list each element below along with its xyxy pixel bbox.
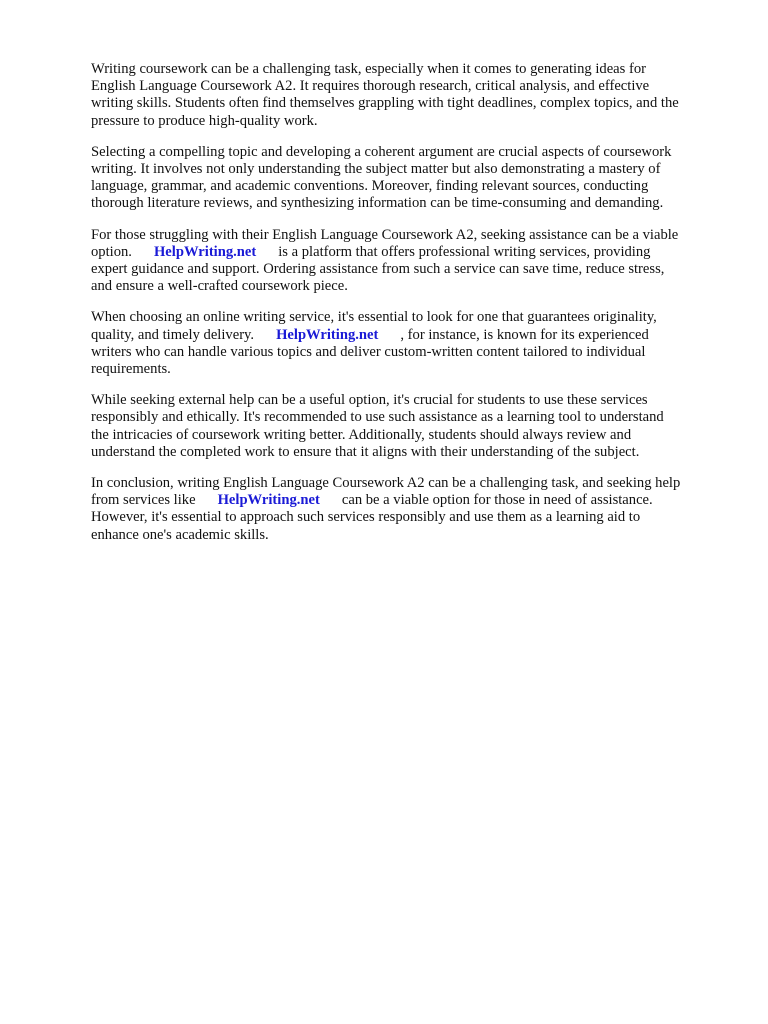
helpwriting-link[interactable]: HelpWriting.net — [276, 326, 379, 343]
paragraph-line: writers who can handle various topics and deliver custom-written content tailored to individual — [91, 343, 646, 360]
paragraph-line: However, it's essential to approach such services responsibly and use them as a learning aid to — [91, 509, 641, 526]
paragraph-line: Selecting a compelling topic and developing a coherent argument are crucial aspects of coursework — [91, 143, 672, 160]
paragraph-line: enhance one's academic skills. — [91, 526, 269, 543]
line-text-before-link: option. — [91, 243, 132, 260]
line-text-before-link: quality, and timely delivery. — [91, 326, 255, 343]
paragraph-3 — [91, 227, 731, 296]
line-text-before-link: from services like — [91, 492, 196, 509]
paragraph-line: understand the completed work to ensure that it aligns with their understanding of the subject. — [91, 443, 640, 460]
paragraph-6 — [91, 475, 731, 544]
line-text-after-link: , for instance, is known for its experienced — [400, 326, 649, 343]
paragraph-line-with-link — [91, 244, 731, 261]
helpwriting-link[interactable]: HelpWriting.net — [217, 492, 320, 509]
line-text-after-link: is a platform that offers professional writing services, providing — [278, 243, 651, 260]
paragraph-line: English Language Coursework A2. It requires thorough research, critical analysis, and effective — [91, 78, 650, 95]
paragraph-line: and ensure a well-crafted coursework piece. — [91, 278, 348, 295]
paragraph-1 — [91, 61, 731, 130]
paragraph-line-with-link — [91, 492, 731, 509]
paragraph-line: writing. It involves not only understanding the subject matter but also demonstrating a mastery of — [91, 161, 661, 178]
helpwriting-link[interactable]: HelpWriting.net — [153, 243, 257, 260]
paragraph-line: Writing coursework can be a challenging task, especially when it comes to generating ideas for — [91, 61, 646, 77]
line-text-after-link: can be a viable option for those in need of assistance. — [341, 492, 653, 509]
paragraph-line: In conclusion, writing English Language Coursework A2 can be a challenging task, and seeking help — [91, 475, 681, 492]
paragraph-4 — [91, 309, 731, 378]
paragraph-line: writing skills. Students often find themselves grappling with tight deadlines, complex topics, and the — [91, 95, 679, 112]
paragraph-line: While seeking external help can be a useful option, it's crucial for students to use these services — [91, 392, 648, 409]
paragraph-line: expert guidance and support. Ordering assistance from such a service can save time, reduce stress, — [91, 261, 665, 278]
paragraph-line: For those struggling with their English Language Coursework A2, seeking assistance can be a viable — [91, 226, 679, 243]
paragraph-line: the intricacies of coursework writing better. Additionally, students should always review and — [91, 426, 632, 443]
paragraph-line: responsibly and ethically. It's recommended to use such assistance as a learning tool to understand — [91, 409, 664, 426]
paragraph-line: pressure to produce high-quality work. — [91, 112, 318, 129]
paragraph-line: thorough literature reviews, and synthesizing information can be time-consuming and demanding. — [91, 195, 664, 212]
paragraph-line: language, grammar, and academic conventions. Moreover, finding relevant sources, conducting — [91, 178, 649, 195]
paragraph-line: When choosing an online writing service, it's essential to look for one that guarantees originality, — [91, 309, 657, 326]
paragraph-line-with-link — [91, 327, 731, 344]
paragraph-5 — [91, 392, 731, 461]
paragraph-line: requirements. — [91, 361, 171, 378]
paragraph-2 — [91, 144, 731, 213]
document-page — [91, 61, 731, 558]
